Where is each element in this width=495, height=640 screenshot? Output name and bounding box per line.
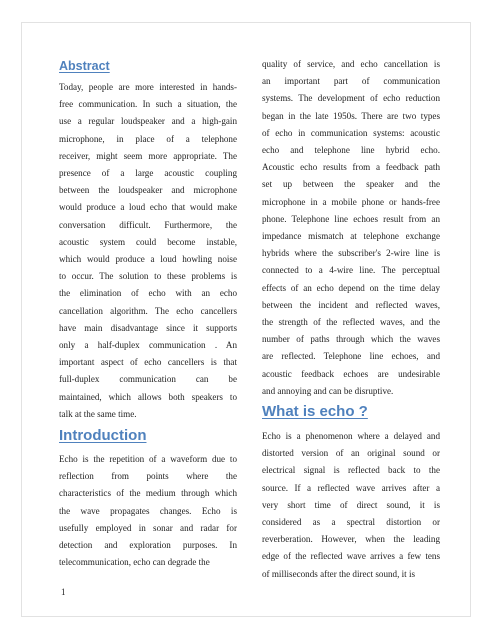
text-line: and annoying and can be disruptive. [262, 385, 394, 396]
page-number: 1 [61, 587, 66, 597]
text-line: of milliseconds after the direct sound, it is [262, 568, 416, 579]
text-line: Acoustic echo results from a feedback path [262, 162, 440, 173]
text-line: very short time of direct sound, it is [262, 499, 440, 510]
what-is-echo-paragraph [262, 428, 440, 583]
text-line: source. If a reflected wave arrives after a [262, 482, 440, 493]
abstract-heading: Abstract [59, 59, 110, 73]
text-line: cancellation algorithm. The echo cancellers [59, 305, 237, 316]
introduction-heading: Introduction [59, 427, 147, 444]
text-line: of echo in communication systems: acoustic [262, 127, 440, 138]
text-line: important aspect of echo cancellers is that [59, 357, 237, 368]
text-line: the wave propagates changes. Echo is [59, 505, 237, 516]
text-line: between the loudspeaker and microphone [59, 185, 237, 196]
text-line: electrical signal is reflected back to the [262, 465, 440, 476]
text-line: have main disadvantage since it supports [59, 322, 237, 333]
text-line: which would produce a loud howling noise [59, 254, 237, 265]
text-line: set up between the speaker and the [262, 179, 440, 190]
text-line: quality of service, and echo cancellation is [262, 59, 440, 69]
text-line: between the incident and reflected waves, [262, 299, 440, 310]
text-line: the elimination of echo with an echo [59, 288, 237, 299]
text-line: Echo is a phenomenon where a delayed and [262, 431, 440, 441]
text-line: distorted version of an original sound or [262, 448, 440, 459]
text-line: only a half-duplex communication . An [59, 340, 237, 351]
text-line: receiver, might seem more appropriate. The [59, 150, 237, 161]
text-line: acoustic system could become instable, [59, 236, 237, 247]
text-line: phone. Telephone line echoes result from an [262, 213, 440, 224]
text-line: impedance mismatch at telephone exchange [262, 231, 440, 242]
text-line: Echo is the repetition of a waveform due to [59, 454, 237, 464]
text-line: considered as a spectral distortion or [262, 517, 440, 528]
text-line: conversation difficult. Furthermore, the [59, 219, 237, 230]
text-line: are reflected. Telephone line echoes, and [262, 351, 440, 362]
text-line: hybrids where the subscriber's 2-wire line is [262, 248, 440, 259]
text-line: presence of a large acoustic coupling [59, 168, 237, 179]
text-line: usefully employed in sonar and radar for [59, 522, 237, 533]
text-line: echo and telephone line hybrid echo. [262, 145, 440, 156]
text-line: characteristics of the medium through which [59, 488, 237, 499]
text-line: began in the late 1950s. There are two types [262, 110, 440, 121]
text-line: full-duplex communication can be [59, 374, 237, 385]
text-line: connected to a 4-wire line. The perceptual [262, 265, 440, 276]
text-line: detection and exploration purposes. In [59, 540, 237, 551]
text-line: the strength of the reflected waves, and the [262, 317, 440, 328]
text-line: acoustic feedback echoes are undesirable [262, 368, 440, 379]
text-line: telecommunication, echo can degrade the [59, 557, 210, 568]
text-line: to occur. The solution to these problems is [59, 271, 237, 282]
introduction-paragraph [59, 451, 237, 571]
text-line: an important part of communication [262, 76, 440, 87]
text-line: reflection from points where the [59, 471, 237, 482]
continuation-paragraph [262, 56, 440, 400]
text-line: edge of the reflected wave arrives a few tens [262, 551, 440, 562]
text-line: number of paths through which the waves [262, 334, 440, 345]
text-line: talk at the same time. [59, 408, 137, 419]
text-line: effects of an echo depend on the time delay [262, 282, 440, 293]
text-line: would produce a loud echo that would make [59, 202, 237, 213]
text-line: systems. The development of echo reduction [262, 93, 440, 104]
text-line: reverberation. However, when the leading [262, 534, 440, 545]
text-line: maintained, which allows both speakers to [59, 391, 237, 402]
text-line: microphone, in place of a telephone [59, 133, 237, 144]
text-line: free communication. In such a situation, the [59, 99, 237, 110]
abstract-paragraph [59, 79, 237, 423]
text-line: microphone in a mobile phone or hands-free [262, 196, 440, 207]
what-is-echo-heading: What is echo ? [262, 403, 368, 420]
text-line: use a regular loudspeaker and a high-gain [59, 116, 237, 127]
text-line: Today, people are more interested in hands- [59, 82, 237, 92]
